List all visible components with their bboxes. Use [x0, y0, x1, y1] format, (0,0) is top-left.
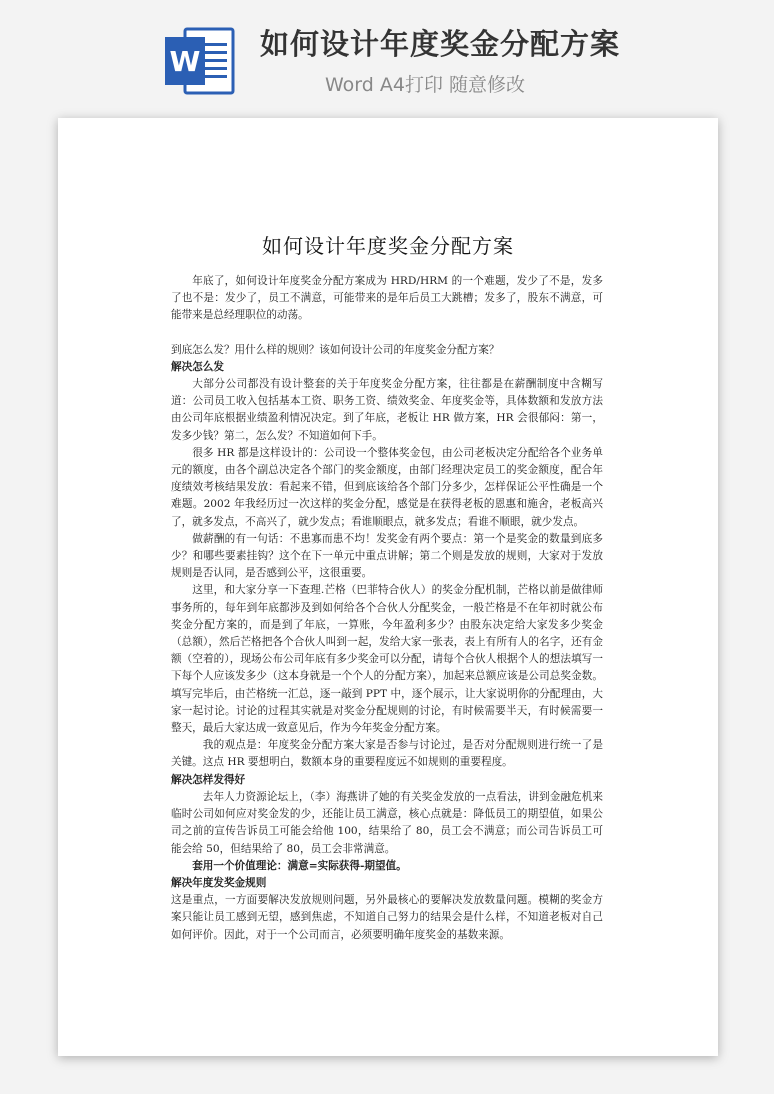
paragraph: 做薪酬的有一句话：不患寡而患不均！发奖金有两个要点：第一个是奖金的数量到底多少？和哪些要素挂钩？这个在下一单元中重点讲解；第二个则是发放的规则，大家对于发放规则是否认同，是否感到公平，这很重要。 [171, 532, 603, 580]
document-title: 如何设计年度奖金分配方案 [262, 234, 514, 258]
paragraph: 年底了，如何设计年度奖金分配方案成为 HRD/HRM 的一个难题，发少了不是，发多了也不是：发少了，员工不满意，可能带来的是年后员工大跳槽；发多了，股东不满意，可能带来是总经理职位的动荡。 [171, 275, 603, 322]
section-heading: 套用一个价值理论：满意=实际获得-期望值。 [192, 859, 407, 872]
download-banner [0, 0, 774, 110]
section-heading: 解决怎样发得好 [171, 773, 246, 786]
paragraph-gap [171, 325, 603, 342]
banner-subtitle: Word A4打印 随意修改 [325, 74, 526, 96]
banner-title: 如何设计年度奖金分配方案 [260, 27, 621, 61]
paragraph: 到底怎么发？用什么样的规则？该如何设计公司的年度奖金分配方案？ [171, 343, 500, 356]
document-page [58, 118, 718, 1056]
section-heading: 解决怎么发 [171, 360, 224, 373]
section-heading: 解决年度发奖金规则 [171, 876, 267, 889]
word-document-icon [163, 25, 237, 97]
paragraph: 这是重点，一方面要解决发放规则问题，另外最核心的要解决发放数量问题。模糊的奖金方案只能让员工感到无望，感到焦虑，不知道自己努力的结果会是什么样，不知道老板对自己如何评价。因此，对于一个公司而言，必须要明确年度奖金的基数来源。 [171, 894, 603, 941]
paragraph: 这里，和大家分享一下查理.芒格（巴菲特合伙人）的奖金分配机制，芒格以前是做律师事务所的，每年到年底都涉及到如何给各个合伙人分配奖金，一般芒格是不在年初时就公布奖金分配方案的，而是到了年底，一算账，今年盈利多少？由股东决定给大家发多少奖金（总额），然后芒格把各个合伙人叫到一起，发给大家一张表，表上有所有人的名字，还有金额（空着的），现场公布公司年底有多少奖金可以分配，请每个合伙人根据个人的想法填写一下每个人应该发多少（这本身就是一个个人的分配方案），加起来总额应该是公司总奖金数。填写完毕后，由芒格统一汇总，逐一敲到 PPT 中，逐个展示，让大家说明你的分配理由，大家一起讨论。讨论的过程其实就是对奖金分配规则的讨论，有时候需要半天，有时候需要一整天，最后大家达成一致意见后，作为今年奖金分配方案。 [171, 584, 603, 735]
document-body [171, 273, 603, 944]
svg-text:W: W [169, 45, 201, 78]
paragraph: 大部分公司都没有设计整套的关于年度奖金分配方案，往往都是在薪酬制度中含糊写道：公司员工收入包括基本工资、职务工资、绩效奖金、年度奖金等，具体数额和发放方法由公司年底根据业绩盈利情况决定。到了年底，老板让 HR 做方案，HR 会很郁闷：第一，发多少钱？第二，怎么发？不知道如何下手。 [171, 378, 603, 442]
paragraph: 很多 HR 都是这样设计的：公司设一个整体奖金包，由公司老板决定分配给各个业务单元的额度，由各个副总决定各个部门的奖金额度，由部门经理决定员工的奖金额度，配合年度绩效考核结果发放：看起来不错，但到底该给各个部门分多少，怎样保证公平性确是一个难题。2002 年我经历过一次这样的奖金分配，感觉是在获得老板的恩惠和施舍，老板高兴了，就多发点，不高兴了，就少发点；看谁顺眼点，就多发点；看谁不顺眼，就少发点。 [171, 446, 603, 528]
paragraph: 我的观点是：年度奖金分配方案大家是否参与讨论过，是否对分配规则进行统一了是关键。这点 HR 要想明白，数额本身的重要程度远不如规则的重要程度。 [171, 739, 603, 769]
paragraph: 去年人力资源论坛上，（李）海燕讲了她的有关奖金发放的一点看法，讲到金融危机来临时公司如何应对奖金发的少，还能让员工满意，核心点就是：降低员工的期望值，如果公司之前的宣传告诉员工可能会给他 100，结果给了 80，员工会不满意；而公司告诉员工可能会给 50，但结果给了 80，员工会非常满意。 [171, 790, 603, 855]
